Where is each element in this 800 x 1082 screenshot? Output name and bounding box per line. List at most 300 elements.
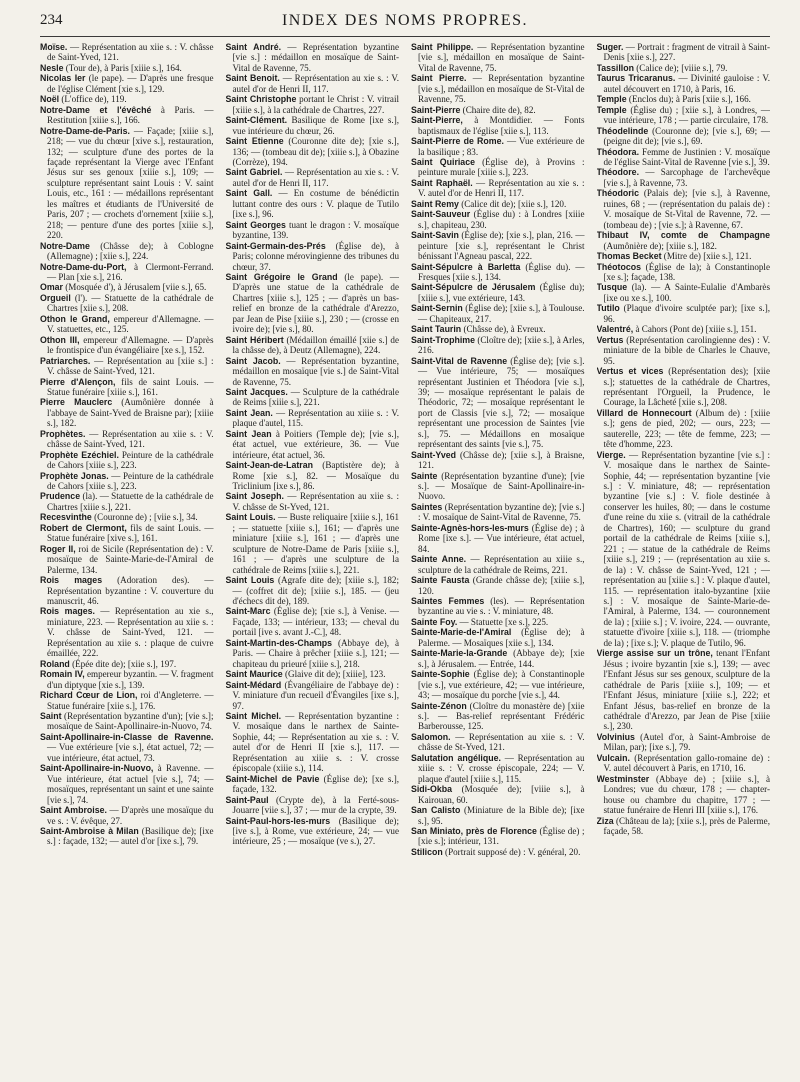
- entry-text: (l'). — Statuette de la cathédrale de Chartres [xiie s.], 208.: [47, 292, 214, 314]
- entry-text: — Représentation byzantine, médaillon en mosaïque [vie s.] de Saint-Vital de Ravenne, 75.: [232, 355, 399, 387]
- entry-headword: Saint Pierre.: [411, 73, 467, 84]
- entry-headword: Moïse.: [40, 42, 68, 52]
- entry-headword: Taurus Tricaranus.: [596, 73, 676, 84]
- index-entry: [597, 94, 771, 104]
- entry-headword: Saint-Paul-hors-les-murs: [225, 815, 331, 826]
- entry-headword: Salutation angélique.: [411, 752, 501, 763]
- entry-text: — Sarcophage de l'archevêque [vie s.], à Ravenne, 73.: [603, 167, 770, 188]
- entry-headword: Vierge.: [596, 449, 626, 460]
- entry-headword: Saint Gabriel.: [225, 167, 283, 178]
- index-entry: [597, 73, 771, 94]
- index-entry: [226, 167, 400, 188]
- entry-headword: Saint: [40, 711, 62, 721]
- entry-text: (Couronne de); [vie s.], 69; — (peigne dit de); [vie s.], 69.: [603, 125, 770, 147]
- entry-headword: Sainte-Marie-de-l'Amiral: [411, 627, 512, 638]
- entry-headword: Omar: [40, 282, 63, 293]
- entry-text: (Château de la); [xiie s.], près de Palerme, façade, 58.: [603, 815, 770, 836]
- entry-text: — Représentation byzantine [vie s.], médaillon en mosaïque de St-Vital de Ravenne, 75.: [418, 73, 585, 105]
- entry-headword: Saint-Clément.: [225, 115, 288, 126]
- index-entry: [597, 774, 771, 816]
- entry-headword: Saint Maurice: [225, 669, 283, 680]
- entry-text: — Buste reliquaire [xiiie s.], 161 ; — statuette [xiiie s.], 161; — d'après une miniature [xiiie s.], 161 ; — d'après une sculpture de Notre-Dame de Paris [xiiie s.], 161 ; — d'après une sculpture de la cathédrale de Reims [xiiie s.], 221.: [232, 512, 399, 575]
- entry-text: (Cloître du monastère de) [xiie s.]. — Bas-relief représentant Frédéric Barberousse, 125.: [418, 700, 585, 732]
- entry-headword: Saint Jean.: [225, 407, 273, 418]
- index-entry: [40, 491, 214, 512]
- index-entry: [411, 523, 585, 554]
- entry-text: (Baptistère de); à Rome [xie s.], 82. — Mosaïque du Triclinium [ixe s.], 86.: [232, 460, 399, 492]
- index-entry: [411, 115, 585, 136]
- entry-text: (Couronne dite de); [xie s.], 136; — (tombeau dit de); [xiiie s.], à Obazine (Corrèze), 194.: [232, 136, 399, 167]
- entry-text: à Montdidier. — Fonts baptismaux de l'église [xiie s.], 113.: [418, 115, 585, 136]
- entry-text: — Divinité gauloise : V. autel découvert en 1710, à Paris, 16.: [603, 73, 770, 94]
- entry-headword: Romain IV,: [40, 669, 85, 680]
- index-entry: [597, 63, 771, 73]
- entry-text: empereur d'Allemagne. — D'après le frontispice d'un évangéliaire [xe s.], 152.: [47, 334, 214, 356]
- index-entry: [226, 711, 400, 774]
- index-column-1: [40, 42, 214, 1072]
- entry-headword: Nicolas Ier: [40, 73, 86, 84]
- entry-text: à Clermont-Ferrand. — Plan [xie s.], 216.: [47, 261, 214, 282]
- index-entry: [411, 847, 585, 857]
- entry-headword: Notre-Dame-de-Paris.: [40, 125, 130, 136]
- entry-headword: Rois mages.: [40, 606, 95, 617]
- index-entry: [597, 816, 771, 837]
- index-entry: [597, 230, 771, 251]
- entry-headword: Sainte Anne.: [411, 554, 467, 565]
- entry-headword: Sainte-Marie-la-Grande: [411, 648, 508, 659]
- entry-text: (Châsse de); [xiie s.], à Braisne, 121.: [418, 449, 585, 471]
- index-entry: [226, 795, 400, 816]
- entry-headword: Saint Jean: [225, 428, 272, 439]
- entry-text: (le pape). — D'après une statue de la cathédrale de Chartres [xiiie s.], 125 ; — d'après un bas-relief en bronze de la cathédrale d'Arezzo, par Jean de Pise [xiiie s.], 230 ; — (crosse en ivoire de); [vie s.], 80.: [232, 271, 399, 335]
- entry-headword: Saint-Sépulcre de Jérusalem: [411, 282, 536, 293]
- entry-headword: Saint Christophe: [225, 94, 297, 105]
- entry-text: (Aumônière de); [xiiie s.], 182.: [603, 240, 717, 251]
- entry-headword: Tusque: [596, 282, 628, 293]
- index-entry: [40, 377, 214, 398]
- entry-headword: Saint-Apollinaire-in-Classe de Ravenne.: [40, 731, 214, 742]
- entry-text: (Église de); à Constantinople [vie s.], vue extérieure, 42; — vue intérieure, 43; — mosaïque du porche [vie s.], 44.: [418, 669, 585, 701]
- entry-headword: Saint-Vital de Ravenne: [411, 355, 508, 366]
- index-entry: [411, 209, 585, 230]
- index-entry: [411, 73, 585, 104]
- entry-headword: Saint-Germain-des-Prés: [225, 240, 326, 251]
- entry-headword: Saint-Paul: [225, 794, 269, 805]
- entry-text: (Église du); [xiiie s.], vue extérieure, 143.: [418, 282, 585, 303]
- entry-text: portant le Christ : V. vitrail [xiiie s.], à la cathédrale de Chartres, 227.: [232, 94, 399, 115]
- entry-headword: Richard Cœur de Lion,: [40, 690, 138, 701]
- entry-text: à Cahors (Pont de) [xiiie s.], 151.: [633, 324, 757, 335]
- index-entry: [411, 732, 585, 753]
- index-entry: [411, 669, 585, 700]
- entry-text: (Tour de), à Paris [xiiie s.], 164.: [63, 62, 182, 73]
- entry-headword: Saint Michel.: [225, 711, 282, 721]
- entry-text: (Enclos du); à Paris [xiie s.], 166.: [626, 94, 751, 105]
- entry-headword: Théodoric: [596, 188, 640, 199]
- entry-text: (Miniature de la Bible de); [ixe s.], 95.: [418, 805, 585, 826]
- index-entry: [597, 188, 771, 230]
- entry-headword: Thibaut IV, comte de Champagne: [596, 230, 770, 241]
- entry-text: Femme de Justinien : V. mosaïque de l'église Saint-Vital de Ravenne [vie s.], 39.: [603, 146, 770, 167]
- index-entry: [411, 648, 585, 669]
- entry-headword: Salomon.: [411, 731, 451, 742]
- entry-text: (Châsse de); à Coblogne (Allemagne) ; [xiie s.], 224.: [47, 240, 214, 262]
- index-entry: [40, 450, 214, 471]
- index-entry: [226, 512, 400, 575]
- entry-headword: Westminster: [596, 773, 650, 784]
- page-number: 234: [40, 12, 63, 28]
- entry-headword: Vierge assise sur un trône,: [596, 648, 713, 659]
- entry-text: (les). — Représentation byzantine au vie s. : V. miniature, 48.: [418, 596, 585, 617]
- entry-headword: Notre-Dame: [40, 240, 90, 251]
- entry-text: Peinture de la cathédrale de Cahors [xiiie s.], 223.: [47, 449, 214, 471]
- entry-headword: Sainte-Zénon: [411, 700, 467, 711]
- entry-headword: Stilicon: [411, 846, 443, 857]
- entry-text: à Poitiers (Temple de); [vie s.], état actuel, vue extérieure, 36. — Vue intérieure, état actuel, 36.: [232, 428, 399, 460]
- entry-headword: Nesle: [40, 62, 64, 73]
- entry-headword: Patriarches.: [40, 355, 91, 366]
- entry-headword: Pierre Mauclerc: [40, 397, 113, 408]
- index-entry: [40, 732, 214, 763]
- entry-headword: Notre-Dame et l'évêché: [40, 104, 152, 115]
- index-entry: [597, 262, 771, 283]
- entry-text: — Statuette [xe s.], 225.: [457, 616, 549, 627]
- index-entry: [411, 753, 585, 784]
- entry-text: (Épée dite de); [xiie s.], 197.: [69, 658, 177, 669]
- index-entry: [411, 335, 585, 356]
- page-header: [40, 12, 770, 37]
- entry-headword: Recesvinthe: [40, 512, 92, 523]
- entry-text: — Représentation au [xiie s.] : V. châsse de Saint-Yved, 121.: [47, 355, 214, 377]
- index-entry: [226, 774, 400, 795]
- index-entry: [411, 136, 585, 157]
- index-entry: [597, 408, 771, 450]
- entry-text: à Paris. — Restitution [xiiie s.], 166.: [47, 104, 214, 126]
- entry-text: — Représentation au xiie s. : V. châsse de St-Yved, 121.: [418, 731, 585, 753]
- index-entry: [226, 408, 400, 429]
- index-entry: [597, 167, 771, 188]
- index-entry: [40, 63, 214, 73]
- entry-text: (Calice dit de); [xiie s.], 120.: [458, 198, 567, 209]
- entry-headword: Saint-Martin-des-Champs: [225, 637, 333, 648]
- index-entry: [411, 596, 585, 617]
- entry-headword: Prophète Ezéchiel.: [40, 449, 119, 460]
- entry-headword: Roger II,: [40, 543, 76, 554]
- index-entry: [40, 314, 214, 335]
- entry-text: (Représentation byzantine d'une); [vie s.]. — Mosaïque de Saint-Apollinaire-in-Nuovo.: [418, 470, 585, 502]
- entry-text: (Église de); [xiie s.], à Toulouse. — Chapiteaux, 217.: [418, 303, 585, 324]
- index-entry: [226, 429, 400, 460]
- entry-headword: Prophète Jonas.: [40, 470, 109, 481]
- entry-text: fils de saint Louis. — Statue funéraire [xiiie s.], 161.: [47, 376, 214, 397]
- index-entry: [226, 387, 400, 408]
- entry-headword: Vertus: [596, 334, 624, 345]
- entry-headword: Prophètes.: [40, 428, 86, 439]
- entry-text: roi de Sicile (Représentation de) : V. mosaïque de Sainte-Marie-de-l'Amiral de Palerme, 134.: [47, 543, 214, 575]
- entry-headword: Sainte-Agnès-hors-les-murs: [411, 522, 529, 533]
- entry-text: roi d'Angleterre. — Statue funéraire [xiie s.], 176.: [47, 690, 214, 711]
- entry-text: — Représentation byzantine [vie s.] : médaillon en mosaïque de Saint-Vital de Ravenne, 75.: [232, 42, 399, 73]
- entry-text: (Évangéliaire de l'abbaye de) : V. miniature d'un recueil d'Évangiles [ixe s.], 97.: [232, 679, 399, 711]
- entry-headword: Saint-Sernin: [411, 303, 463, 314]
- entry-text: (Autel d'or, à Saint-Ambroise de Milan, par); [ixe s.], 79.: [603, 731, 770, 753]
- entry-headword: Saint Etienne: [225, 136, 284, 147]
- index-entry: [597, 450, 771, 649]
- index-entry: [40, 512, 214, 522]
- entry-headword: Saint Raphaël.: [411, 177, 473, 188]
- index-entry: [411, 575, 585, 596]
- entry-text: (Abbaye de) ; [xiiie s.], à Londres; vue du chœur, 178 ; — chapter-house ou chambre du chapitre, 177 ; — statue funéraire de Henri III [xiiie s.], 176.: [603, 773, 770, 816]
- entry-text: — Peinture de la cathédrale de Cahors [xiiie s.], 223.: [47, 470, 214, 492]
- entry-headword: Saint Jacques.: [225, 386, 288, 397]
- index-entry: [226, 816, 400, 847]
- entry-text: (Église du) ; [xiie s.], à Londres, — vue intérieure, 178 ; — partie circulaire, 178.: [603, 104, 770, 126]
- entry-headword: Notre-Dame-du-Port,: [40, 261, 127, 272]
- entry-text: (Église de) ; à Rome [ixe s.]. — Vue intérieure, état actuel, 84.: [418, 522, 585, 554]
- entry-headword: San Miniato, près de Florence: [411, 825, 537, 836]
- entry-text: (Église de la); à Constantinople [xe s.]; façade, 138.: [603, 261, 770, 282]
- index-entry: [597, 335, 771, 366]
- entry-headword: Tassillon: [596, 62, 634, 73]
- entry-headword: Saint-Sépulcre à Barletta: [411, 261, 521, 272]
- index-entry: [40, 262, 214, 283]
- index-column-4: [597, 42, 771, 1072]
- entry-headword: Saint-Pierre: [411, 104, 461, 115]
- entry-headword: Tutilo: [596, 303, 620, 314]
- entry-headword: Saint-Savin: [411, 230, 459, 241]
- entry-text: — Vue extérieure de la basilique ; 83.: [418, 136, 585, 157]
- entry-text: (Représentation carolingienne des) : V. miniature de la bible de Charles le Chauve, 95.: [603, 334, 770, 366]
- entry-headword: Saint-Apollinaire-in-Nuovo,: [40, 763, 154, 774]
- index-entry: [40, 575, 214, 606]
- entry-text: — Portrait : fragment de vitrail à Saint-Denis [xiie s.], 227.: [603, 42, 770, 63]
- entry-text: (Représentation byzantine d'un); [vie s.]; mosaïque de Saint-Apollinaire-in-Nuovo, 74.: [47, 711, 214, 732]
- entry-headword: Saint-Ambroise à Milan: [40, 825, 139, 836]
- index-entry: [40, 282, 214, 292]
- index-entry: [40, 763, 214, 805]
- entry-text: tuant le dragon : V. mosaïque byzantine, 139.: [232, 219, 399, 241]
- entry-text: (Église de), à Provins : peinture murale [xiiie s.], 223.: [418, 156, 585, 178]
- entry-headword: Noël: [40, 94, 60, 105]
- entry-text: (Calice de); [viiie s.], 79.: [633, 62, 728, 73]
- entry-headword: Saint Ambroise.: [40, 805, 107, 816]
- index-entry: [597, 303, 771, 324]
- entry-text: (Église du). — Fresques [xiie s.], 134.: [418, 261, 585, 282]
- entry-headword: Temple: [596, 104, 627, 115]
- entry-headword: Sainte: [411, 470, 438, 481]
- index-entry: [411, 627, 585, 648]
- index-entry: [226, 669, 400, 679]
- entry-text: (Mitre de) [xiie s.], 121.: [661, 251, 752, 262]
- index-entry: [411, 471, 585, 502]
- index-entry: [226, 606, 400, 637]
- entry-headword: Théotocos: [596, 261, 641, 272]
- entry-text: (Crypte de), à la Ferté-sous-Jouarre [viie s.], 37 ; — mur de la crypte, 39.: [232, 794, 399, 816]
- entry-headword: Saint Philippe.: [411, 42, 474, 52]
- entry-headword: Saint Jacob.: [225, 355, 281, 366]
- entry-headword: Ziza: [596, 815, 614, 826]
- index-entry: [40, 690, 214, 711]
- entry-text: (Église de); [xe s.], façade, 132.: [232, 773, 399, 795]
- index-entry: [40, 805, 214, 826]
- index-entry: [411, 784, 585, 805]
- entry-text: — Représentation au xie s. : V. autel d'or de Henri II, 117.: [232, 167, 399, 188]
- entry-headword: Pierre d'Alençon,: [40, 376, 116, 387]
- entry-headword: Saint Joseph.: [225, 491, 284, 502]
- index-entry: [411, 282, 585, 303]
- entry-headword: Saint-Pierre,: [411, 115, 463, 126]
- entry-text: (Cloître de); [xiie s.], à Arles, 216.: [418, 334, 585, 356]
- entry-text: (Représentation gallo-romaine de) : V. autel découvert à Paris, en 1710, 16.: [603, 752, 770, 774]
- index-entry: [40, 42, 214, 63]
- entry-text: (Abbaye de), à Paris. — Chaire à prêcher [xiiie s.], 121; — chapiteau du prieuré [xiiie s.], 218.: [232, 637, 399, 669]
- entry-text: (Représentation des); [xiie s.]; statuettes de la cathédrale de Chartres, représentant l'Orgueil, la Prudence, le Courage, la Lâcheté [xiie s.], 208.: [603, 366, 770, 408]
- entry-text: empereur byzantin. — V. fragment d'un diptyque [xie s.], 139.: [47, 669, 214, 690]
- entry-text: (Église de); [vie s.]. — Vue intérieure, 75; — mosaïques représentant Justinien et Théodora [vie s.], 39; — mosaïque représentant le palais de Théodoric, 72; — mosaïque représentant le port de Classis [vie s.], 72; — mosaïque représentant une procession de Saintes [vie s.], 75. — Médaillons en mosaïque représentant des saints [vie s.], 75.: [418, 355, 585, 450]
- entry-headword: Saintes: [411, 501, 443, 512]
- entry-headword: Théodora.: [596, 146, 640, 157]
- entry-text: (Mosquée d'), à Jérusalem [viie s.], 65.: [62, 282, 207, 293]
- entry-text: — Représentation au xie s., miniature, 223. — Représentation au xiie s. : V. châsse de Saint-Yved, 121. — Représentation au xiie s. : plaque de cuivre émaillée, 222.: [47, 606, 214, 659]
- index-entry: [40, 241, 214, 262]
- index-entry: [226, 356, 400, 387]
- entry-headword: Suger.: [596, 42, 624, 52]
- running-title: INDEX DES NOMS PROPRES.: [281, 12, 529, 29]
- index-entry: [40, 711, 214, 732]
- entry-headword: Saint-Sauveur: [411, 209, 471, 220]
- entry-text: — D'après une mosaïque du ve s. : V. évêque, 27.: [47, 805, 214, 826]
- entry-headword: Vulcain.: [596, 752, 630, 763]
- entry-headword: Théodore.: [596, 167, 640, 178]
- entry-headword: Saint Louis.: [225, 512, 276, 523]
- index-entry: [597, 753, 771, 774]
- entry-text: — Sculpture de la cathédrale de Reims [xiiie s.], 221.: [232, 386, 399, 408]
- index-entry: [411, 178, 585, 199]
- entry-headword: Saint-Michel de Pavie: [225, 773, 320, 784]
- index-entry: [226, 73, 400, 94]
- entry-text: (Basilique de); [ixe s.] : façade, 132; — autel d'or [ixe s.], 79.: [47, 825, 214, 847]
- entry-headword: Saint-Trophime: [411, 334, 476, 345]
- entry-headword: Saint-Jean-de-Latran: [225, 460, 313, 471]
- entry-text: (Église de); [xie s.], plan, 216. — peinture [xie s.], représentant le Christ bénissant l'Agneau pascal, 222.: [418, 230, 585, 262]
- entry-text: (Abbaye de); [xie s.], à Jérusalem. — Entrée, 144.: [418, 648, 585, 669]
- index-entry: [40, 293, 214, 314]
- entry-headword: Sainte-Sophie: [411, 669, 470, 680]
- index-entry: [597, 732, 771, 753]
- index-entry: [40, 659, 214, 669]
- entry-text: (Représentation byzantine de); [vie s.] : V. mosaïque de Saint-Vital de Ravenne, 75.: [418, 501, 585, 523]
- entry-text: (Église de) ; [xie s.]; intérieur, 131.: [418, 825, 585, 847]
- index-entry: [411, 826, 585, 847]
- index-entry: [411, 105, 585, 115]
- index-entry: [411, 701, 585, 732]
- entry-text: — Façade; [xiiie s.], 218; — vue du chœur [xive s.], restauration, 132; — sculpture d'une des portes de la façade représentant la Vierge avec l'Enfant Jésus sur ses genoux [xiiie s.], 109; — sculpture représentant saint Louis : V. saint Louis, etc., 161 : — médaillons représentant les maîtres et étudiants de l'Université de Paris, 207 ; — crochets d'ornement [xiiie s.], 218; — penture d'une des portes [xiiie s.], 220.: [47, 125, 214, 241]
- entry-headword: San Calisto: [411, 805, 461, 816]
- entry-text: — Représentation au xiie s. : V. châsse de St-Yved, 121.: [232, 491, 399, 512]
- index-entry: [226, 115, 400, 136]
- index-entry: [597, 366, 771, 408]
- entry-text: (Mosquée de); [viiie s.], à Kairouan, 60.: [418, 784, 585, 805]
- entry-text: (le pape). — D'après une fresque de l'église Clément [xie s.], 129.: [47, 73, 214, 94]
- entry-headword: Saint Louis: [225, 575, 275, 586]
- entry-headword: Saintes Femmes: [411, 596, 485, 607]
- index-entry: [411, 324, 585, 334]
- index-entry: [40, 471, 214, 492]
- index-entry: [40, 669, 214, 690]
- entry-headword: Vertus et vices: [596, 366, 664, 377]
- entry-text: (Agrafe dite de); [xiiie s.], 182; — (coffret dit de); [xiiie s.], 185. — (jeu d'échecs dit de), 189.: [232, 575, 399, 607]
- entry-text: (Adoration des). — Représentation byzantine : V. couverture du manuscrit, 46.: [47, 575, 214, 607]
- index-entry: [411, 42, 585, 73]
- entry-text: (Portrait supposé de) : V. général, 20.: [442, 846, 581, 857]
- entry-text: (Palais de); [vie s.], à Ravenne, ruines, 68 ; — (représentation du palais de) : V. mosaïque de St-Vital de Ravenne, 72. — (tombeau de) ; [vie s.]; à Ravenne, 67.: [603, 188, 770, 230]
- index-entry: [597, 324, 771, 334]
- index-entry: [597, 126, 771, 147]
- entry-headword: Saint-Marc: [225, 606, 271, 617]
- index-entry: [40, 73, 214, 94]
- entry-text: (Église du) : à Londres [xiiie s.], chapiteau, 230.: [418, 209, 585, 230]
- index-entry: [411, 303, 585, 324]
- index-entry: [40, 429, 214, 450]
- index-entry: [40, 397, 214, 428]
- index-entry: [226, 460, 400, 491]
- index-entry: [226, 680, 400, 711]
- index-column-2: [226, 42, 400, 1072]
- index-entry: [226, 241, 400, 272]
- entry-headword: Sainte Foy.: [411, 616, 458, 627]
- index-entry: [40, 544, 214, 575]
- index-entry: [40, 606, 214, 658]
- entry-text: (Grande châsse de); [xiiie s.], 120.: [418, 575, 585, 596]
- entry-headword: Saint Quiriace: [411, 156, 475, 167]
- index-entry: [40, 105, 214, 126]
- entry-text: fils de saint Louis. — Statue funéraire [xive s.], 161.: [47, 522, 214, 544]
- entry-text: — Représentation au xie s. : V. autel d'or de Henri II, 117.: [232, 73, 399, 94]
- entry-headword: Villard de Honnecourt: [596, 407, 692, 418]
- entry-headword: Saint Georges: [225, 219, 286, 230]
- entry-headword: Thomas Becket: [596, 251, 662, 262]
- entry-text: tenant l'Enfant Jésus ; ivoire byzantin [xie s.], 139; — avec l'Enfant Jésus sur ses genoux, sculpture de la cathédrale de Paris [xiiie s.], 109; — et l'Enfant Jésus, miniature [xiiie s.], 222; et Enfant Jésus, bas-relief en bronze de la cathédrale d'Arezzo, par Jean de Pise [xiiie s.], 230.: [603, 648, 770, 732]
- entry-text: — Vue extérieure [vie s.], état actuel, 72; — vue intérieure, état actuel, 73.: [47, 742, 214, 763]
- entry-text: à Ravenne. — Vue intérieure, état actuel [vie s.], 74; — mosaïques, représentant un saint et une sainte [vie s.], 74.: [47, 763, 214, 805]
- entry-text: (la). — A Sainte-Eulalie d'Ambarès [ixe ou xe s.], 100.: [603, 282, 770, 303]
- index-entry: [226, 188, 400, 219]
- entry-headword: Saint André.: [225, 42, 282, 52]
- entry-headword: Saint Taurin: [411, 324, 462, 335]
- index-entry: [226, 575, 400, 606]
- index-entry: [226, 335, 400, 356]
- index-entry: [411, 262, 585, 283]
- index-entry: [597, 282, 771, 303]
- index-entry: [411, 617, 585, 627]
- index-entry: [226, 638, 400, 669]
- index-entry: [597, 251, 771, 261]
- entry-text: (Basilique de); [ive s.], à Rome, vue extérieure, 24; — vue intérieure, 25 ; — mosaïque (ve s.), 27.: [232, 815, 399, 847]
- entry-text: — Représentation au xiie s. : V. châsse de Saint-Yved, 121.: [47, 42, 214, 63]
- entry-text: Basilique de Rome [ixe s.], vue intérieure du chœur, 26.: [232, 115, 399, 136]
- entry-text: (Plaque d'ivoire sculptée par); [ixe s.], 96.: [603, 303, 770, 324]
- index-entry: [226, 220, 400, 241]
- entry-text: (Église de), à Paris; colonne mérovingienne des tribunes du chœur, 37.: [232, 240, 399, 272]
- entry-headword: Valentré,: [596, 324, 634, 335]
- entry-text: (L'office de), 119.: [59, 94, 127, 105]
- entry-headword: Saint-Yved: [411, 449, 456, 460]
- entry-text: (Couronne de) ; [viie s.], 34.: [91, 512, 198, 523]
- index-entry: [226, 94, 400, 115]
- entry-text: (Aumônière donnée à l'abbaye de Saint-Yved de Braisne par); [xiiie s.], 182.: [47, 397, 214, 429]
- entry-text: — Représentation au xiiie s. : V. plaque d'autel, 115.: [232, 407, 399, 429]
- entry-headword: Saint Héribert: [225, 334, 284, 345]
